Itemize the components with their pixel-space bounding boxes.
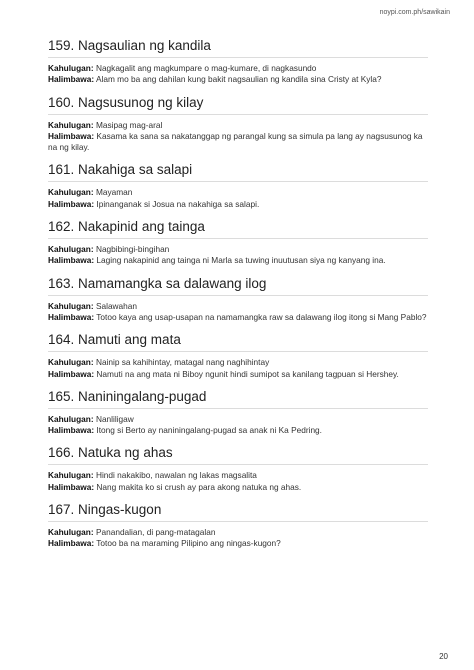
entry-title: 161. Nakahiga sa salapi bbox=[48, 162, 428, 182]
entry-162 bbox=[48, 219, 428, 267]
meaning-label: Kahulugan: bbox=[48, 187, 94, 198]
meaning-text: Nanliligaw bbox=[95, 413, 134, 424]
meaning-line bbox=[48, 301, 428, 312]
meaning-label: Kahulugan: bbox=[48, 527, 94, 538]
example-label: Halimbawa: bbox=[48, 368, 95, 379]
meaning-line bbox=[48, 470, 428, 481]
entries-list bbox=[48, 38, 428, 559]
entry-164 bbox=[48, 332, 428, 380]
meaning-label: Kahulugan: bbox=[48, 300, 94, 311]
meaning-text: Salawahan bbox=[95, 300, 138, 311]
example-label: Halimbawa: bbox=[48, 74, 95, 85]
meaning-line bbox=[48, 187, 428, 198]
entry-167 bbox=[48, 502, 428, 550]
example-text: Ipinanganak si Josua na nakahiga sa salapi. bbox=[96, 198, 260, 209]
example-text: Itong si Berto ay naniningalang-pugad sa anak ni Ka Pedring. bbox=[96, 425, 322, 436]
meaning-text: Masipag mag-aral bbox=[95, 119, 163, 130]
example-text: Laging nakapinid ang tainga ni Marla sa tuwing inuutusan siya ng kanyang ina. bbox=[96, 255, 386, 266]
example-line bbox=[48, 538, 428, 549]
meaning-text: Panandalian, di pang-matagalan bbox=[95, 527, 216, 538]
example-line bbox=[48, 255, 428, 266]
example-line bbox=[48, 199, 428, 210]
meaning-text: Nagkagalit ang magkumpare o mag-kumare, di nagkasundo bbox=[95, 63, 317, 73]
example-text: Namuti na ang mata ni Biboy ngunit hindi sumipot sa kanilang tagpuan si Hershey. bbox=[96, 368, 399, 379]
example-text: Totoo kaya ang usap-usapan na namamangka raw sa dalawang ilog itong si Mang Pablo? bbox=[96, 311, 427, 322]
meaning-label: Kahulugan: bbox=[48, 63, 94, 73]
meaning-line bbox=[48, 357, 428, 368]
example-line bbox=[48, 482, 428, 493]
example-line bbox=[48, 74, 428, 85]
meaning-text: Mayaman bbox=[95, 187, 133, 198]
entry-title: 164. Namuti ang mata bbox=[48, 332, 428, 352]
entry-title: 160. Nagsusunog ng kilay bbox=[48, 95, 428, 115]
example-text: Alam mo ba ang dahilan kung bakit nagsaulian ng kandila sina Cristy at Kyla? bbox=[95, 74, 382, 85]
meaning-label: Kahulugan: bbox=[48, 413, 94, 424]
example-label: Halimbawa: bbox=[48, 311, 95, 322]
example-line bbox=[48, 425, 428, 436]
source-url: noypi.com.ph/sawikain bbox=[379, 9, 450, 16]
entry-title: 165. Naniningalang-pugad bbox=[48, 389, 428, 409]
entry-160 bbox=[48, 95, 428, 154]
entry-159 bbox=[48, 38, 428, 86]
meaning-line bbox=[48, 414, 428, 425]
entry-title: 167. Ningas-kugon bbox=[48, 502, 428, 522]
example-text: Nang makita ko si crush ay para akong natuka ng ahas. bbox=[96, 481, 302, 492]
example-text: Kasama ka sana sa nakatanggap ng parangal kung sa simula pa lang ay nagsusunog ka na ng kilay. bbox=[48, 130, 423, 153]
example-label: Halimbawa: bbox=[48, 255, 95, 266]
entry-title: 159. Nagsaulian ng kandila bbox=[48, 38, 428, 58]
example-text: Totoo ba na maraming Pilipino ang ningas-kugon? bbox=[96, 538, 281, 549]
meaning-text: Hindi nakakibo, nawalan ng lakas magsalita bbox=[95, 470, 257, 481]
meaning-line bbox=[48, 63, 428, 74]
meaning-label: Kahulugan: bbox=[48, 244, 94, 255]
example-label: Halimbawa: bbox=[48, 198, 95, 209]
entry-title: 166. Natuka ng ahas bbox=[48, 445, 428, 465]
meaning-text: Nagbibingi-bingihan bbox=[95, 244, 170, 255]
entry-165 bbox=[48, 389, 428, 437]
meaning-label: Kahulugan: bbox=[48, 470, 94, 481]
meaning-text: Nainip sa kahihintay, matagal nang naghihintay bbox=[95, 357, 270, 368]
example-line bbox=[48, 312, 428, 323]
entry-title: 163. Namamangka sa dalawang ilog bbox=[48, 276, 428, 296]
meaning-line bbox=[48, 120, 428, 131]
entry-163 bbox=[48, 276, 428, 324]
meaning-label: Kahulugan: bbox=[48, 119, 94, 130]
example-label: Halimbawa: bbox=[48, 425, 95, 436]
example-label: Halimbawa: bbox=[48, 481, 95, 492]
example-label: Halimbawa: bbox=[48, 538, 95, 549]
example-line bbox=[48, 369, 428, 380]
meaning-label: Kahulugan: bbox=[48, 357, 94, 368]
page-number: 20 bbox=[439, 652, 448, 661]
example-label: Halimbawa: bbox=[48, 130, 95, 141]
example-line bbox=[48, 131, 428, 154]
entry-title: 162. Nakapinid ang tainga bbox=[48, 219, 428, 239]
entry-161 bbox=[48, 162, 428, 210]
meaning-line bbox=[48, 244, 428, 255]
meaning-line bbox=[48, 527, 428, 538]
entry-166 bbox=[48, 445, 428, 493]
